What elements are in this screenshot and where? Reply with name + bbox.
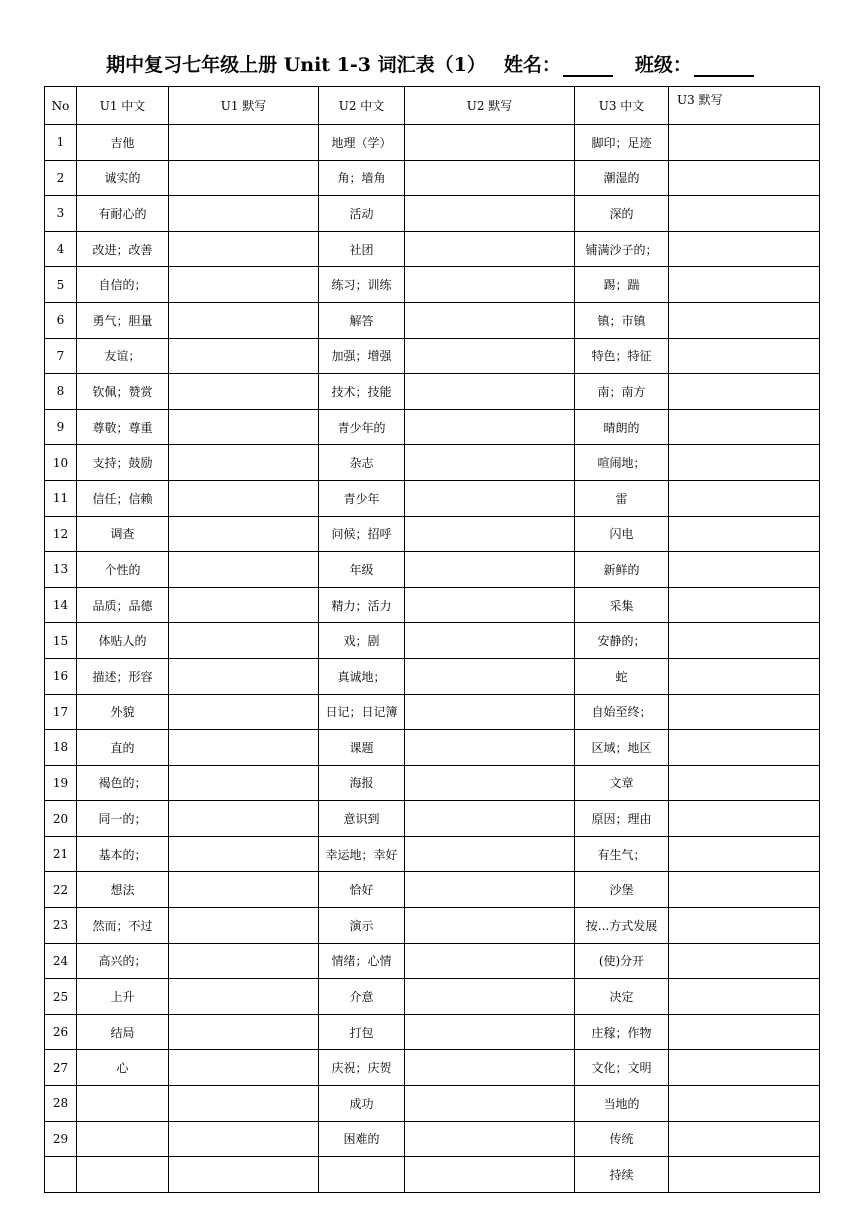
name-label: 姓名： [503,54,561,76]
cell-u1-chinese: 描述；形容 [77,658,169,694]
cell-u2-dictation[interactable] [405,338,575,374]
cell-u3-dictation[interactable] [669,979,820,1015]
cell-u2-dictation[interactable] [405,836,575,872]
cell-u1-chinese: 钦佩；赞赏 [77,374,169,410]
cell-u3-chinese: 传统 [575,1121,669,1157]
cell-u1-dictation[interactable] [169,836,319,872]
cell-no: 7 [45,338,77,374]
cell-u2-chinese: 恰好 [319,872,405,908]
cell-u2-dictation[interactable] [405,231,575,267]
cell-u2-dictation[interactable] [405,409,575,445]
header-u1-chinese: U1 中文 [77,87,169,125]
cell-no: 29 [45,1121,77,1157]
cell-u3-chinese: 铺满沙子的； [575,231,669,267]
class-blank [694,57,754,77]
cell-u2-chinese: 问候；招呼 [319,516,405,552]
table-row [45,267,820,303]
table-row [45,1050,820,1086]
cell-no: 1 [45,125,77,161]
cell-u2-dictation[interactable] [405,658,575,694]
cell-u3-dictation[interactable] [669,160,820,196]
cell-u2-chinese: 庆祝；庆贺 [319,1050,405,1086]
cell-u3-dictation[interactable] [669,658,820,694]
cell-u3-dictation[interactable] [669,552,820,588]
cell-no: 6 [45,302,77,338]
cell-u3-dictation[interactable] [669,196,820,232]
cell-u2-dictation[interactable] [405,1121,575,1157]
cell-u1-chinese: 诚实的 [77,160,169,196]
cell-u3-dictation[interactable] [669,409,820,445]
cell-u1-dictation[interactable] [169,1014,319,1050]
cell-u2-chinese: 社团 [319,231,405,267]
cell-u1-dictation[interactable] [169,801,319,837]
table-row [45,409,820,445]
cell-u2-dictation[interactable] [405,765,575,801]
cell-u1-dictation[interactable] [169,730,319,766]
cell-u3-chinese: 文章 [575,765,669,801]
cell-u1-chinese: 心 [77,1050,169,1086]
cell-u3-dictation[interactable] [669,801,820,837]
cell-u2-chinese: 年级 [319,552,405,588]
cell-u2-chinese: 意识到 [319,801,405,837]
table-row [45,694,820,730]
header-u1-dictation: U1 默写 [169,87,319,125]
cell-u3-chinese: 采集 [575,587,669,623]
table-row [45,516,820,552]
cell-no: 15 [45,623,77,659]
cell-u3-dictation[interactable] [669,302,820,338]
cell-u1-dictation[interactable] [169,516,319,552]
table-row [45,623,820,659]
cell-u3-chinese: 雷 [575,480,669,516]
cell-u1-dictation[interactable] [169,943,319,979]
cell-u2-dictation[interactable] [405,730,575,766]
cell-u1-chinese: 基本的； [77,836,169,872]
cell-u1-chinese: 有耐心的 [77,196,169,232]
cell-u2-dictation[interactable] [405,979,575,1015]
cell-u3-chinese: 踢；踹 [575,267,669,303]
cell-u3-dictation[interactable] [669,908,820,944]
table-row [45,908,820,944]
cell-no: 12 [45,516,77,552]
cell-u3-dictation[interactable] [669,516,820,552]
cell-u1-dictation[interactable] [169,908,319,944]
table-row [45,872,820,908]
cell-u3-chinese: 特色；特征 [575,338,669,374]
cell-u2-chinese [319,1157,405,1193]
cell-u2-dictation[interactable] [405,694,575,730]
cell-u2-dictation[interactable] [405,445,575,481]
cell-u2-chinese: 青少年 [319,480,405,516]
cell-u1-chinese: 个性的 [77,552,169,588]
cell-u3-chinese: 原因；理由 [575,801,669,837]
cell-u3-chinese: 闪电 [575,516,669,552]
cell-u2-chinese: 情绪；心情 [319,943,405,979]
cell-no [45,1157,77,1193]
cell-u3-dictation[interactable] [669,1014,820,1050]
table-row [45,480,820,516]
cell-no: 18 [45,730,77,766]
cell-u2-dictation[interactable] [405,480,575,516]
table-row [45,196,820,232]
cell-u1-dictation[interactable] [169,587,319,623]
cell-no: 4 [45,231,77,267]
table-row [45,445,820,481]
table-row [45,836,820,872]
cell-u3-chinese: 当地的 [575,1086,669,1122]
cell-u2-dictation[interactable] [405,1014,575,1050]
table-row [45,231,820,267]
cell-u1-dictation[interactable] [169,302,319,338]
cell-no: 25 [45,979,77,1015]
cell-u2-chinese: 精力；活力 [319,587,405,623]
page-title-row [0,50,860,77]
cell-u1-dictation[interactable] [169,231,319,267]
cell-u1-dictation[interactable] [169,409,319,445]
cell-u2-chinese: 成功 [319,1086,405,1122]
cell-u1-chinese: 吉他 [77,125,169,161]
cell-u2-dictation[interactable] [405,516,575,552]
cell-u1-chinese: 勇气；胆量 [77,302,169,338]
cell-u1-chinese: 尊敬；尊重 [77,409,169,445]
cell-u3-chinese: 潮湿的 [575,160,669,196]
cell-no: 21 [45,836,77,872]
cell-u2-chinese: 活动 [319,196,405,232]
cell-u2-dictation[interactable] [405,374,575,410]
cell-u2-dictation[interactable] [405,1086,575,1122]
table-row [45,730,820,766]
cell-u1-chinese: 调查 [77,516,169,552]
cell-u3-chinese: 镇；市镇 [575,302,669,338]
cell-u2-dictation[interactable] [405,125,575,161]
cell-u1-dictation[interactable] [169,445,319,481]
cell-u1-dictation[interactable] [169,1121,319,1157]
cell-u3-chinese: 脚印；足迹 [575,125,669,161]
cell-u2-chinese: 地理（学） [319,125,405,161]
cell-u2-dictation[interactable] [405,943,575,979]
cell-u1-dictation[interactable] [169,979,319,1015]
cell-u3-dictation[interactable] [669,445,820,481]
header-u2-chinese: U2 中文 [319,87,405,125]
table-row [45,302,820,338]
cell-u1-dictation[interactable] [169,872,319,908]
table-row [45,1157,820,1193]
cell-u1-chinese: 高兴的； [77,943,169,979]
table-row [45,1086,820,1122]
cell-u1-chinese: 支持；鼓励 [77,445,169,481]
cell-no: 5 [45,267,77,303]
cell-u1-chinese: 褐色的； [77,765,169,801]
cell-no: 9 [45,409,77,445]
cell-u3-dictation[interactable] [669,623,820,659]
cell-u3-dictation[interactable] [669,267,820,303]
cell-no: 3 [45,196,77,232]
cell-u3-chinese: 庄稼；作物 [575,1014,669,1050]
cell-u2-dictation[interactable] [405,302,575,338]
cell-u3-chinese: 按...方式发展 [575,908,669,944]
cell-u2-chinese: 真诚地； [319,658,405,694]
cell-u1-chinese: 友谊； [77,338,169,374]
cell-u1-dictation[interactable] [169,374,319,410]
cell-u3-dictation[interactable] [669,730,820,766]
cell-u2-chinese: 角；墙角 [319,160,405,196]
cell-u2-dictation[interactable] [405,160,575,196]
cell-u3-chinese: 安静的； [575,623,669,659]
cell-u1-dictation[interactable] [169,480,319,516]
cell-u2-chinese: 青少年的 [319,409,405,445]
cell-u1-chinese: 自信的； [77,267,169,303]
table-row [45,587,820,623]
cell-no: 13 [45,552,77,588]
table-body [45,125,820,1193]
cell-u3-dictation[interactable] [669,836,820,872]
class-label: 班级： [634,54,692,76]
cell-u2-dictation[interactable] [405,908,575,944]
table-row [45,338,820,374]
cell-u3-dictation[interactable] [669,1050,820,1086]
cell-no: 28 [45,1086,77,1122]
cell-u1-dictation[interactable] [169,1086,319,1122]
cell-u3-chinese: 喧闹地； [575,445,669,481]
cell-u2-chinese: 杂志 [319,445,405,481]
cell-u1-chinese: 直的 [77,730,169,766]
table-row [45,1014,820,1050]
cell-u2-chinese: 演示 [319,908,405,944]
cell-no: 20 [45,801,77,837]
table-row [45,943,820,979]
cell-u2-dictation[interactable] [405,267,575,303]
cell-u1-chinese [77,1157,169,1193]
cell-u3-dictation[interactable] [669,1086,820,1122]
cell-u2-dictation[interactable] [405,872,575,908]
cell-u3-chinese: 南；南方 [575,374,669,410]
cell-u3-dictation[interactable] [669,694,820,730]
cell-no: 23 [45,908,77,944]
cell-u1-dictation[interactable] [169,196,319,232]
cell-u2-chinese: 困难的 [319,1121,405,1157]
cell-u3-chinese: 文化；文明 [575,1050,669,1086]
cell-u3-dictation[interactable] [669,231,820,267]
cell-u1-dictation[interactable] [169,338,319,374]
cell-u3-chinese: 决定 [575,979,669,1015]
cell-no: 10 [45,445,77,481]
cell-no: 17 [45,694,77,730]
table-row [45,1121,820,1157]
name-blank [563,57,613,77]
cell-u2-chinese: 日记；日记簿 [319,694,405,730]
cell-no: 14 [45,587,77,623]
cell-u3-dictation[interactable] [669,1157,820,1193]
cell-u3-dictation[interactable] [669,943,820,979]
table-row [45,552,820,588]
table-row [45,979,820,1015]
cell-no: 22 [45,872,77,908]
cell-u1-chinese: 结局 [77,1014,169,1050]
cell-u1-dictation[interactable] [169,1157,319,1193]
cell-u1-dictation[interactable] [169,623,319,659]
cell-u3-chinese: 持续 [575,1157,669,1193]
cell-u1-chinese: 改进；改善 [77,231,169,267]
cell-no: 24 [45,943,77,979]
table-row [45,765,820,801]
cell-u1-dictation[interactable] [169,1050,319,1086]
cell-u3-dictation[interactable] [669,480,820,516]
table-header-row [45,87,820,125]
cell-u1-chinese [77,1121,169,1157]
table-row [45,125,820,161]
cell-u3-chinese: 晴朗的 [575,409,669,445]
cell-u1-chinese: 品质；品德 [77,587,169,623]
cell-u1-dictation[interactable] [169,267,319,303]
cell-u3-dictation[interactable] [669,125,820,161]
cell-u2-chinese: 打包 [319,1014,405,1050]
cell-no: 11 [45,480,77,516]
cell-u2-dictation[interactable] [405,587,575,623]
cell-u1-dictation[interactable] [169,765,319,801]
cell-no: 16 [45,658,77,694]
cell-u2-dictation[interactable] [405,552,575,588]
cell-u3-dictation[interactable] [669,338,820,374]
cell-u3-chinese: 有生气； [575,836,669,872]
cell-u2-chinese: 课题 [319,730,405,766]
table-row [45,801,820,837]
cell-u1-chinese: 然而；不过 [77,908,169,944]
cell-u1-chinese: 上升 [77,979,169,1015]
cell-u2-chinese: 技术；技能 [319,374,405,410]
cell-u2-chinese: 介意 [319,979,405,1015]
cell-u3-chinese: 自始至终； [575,694,669,730]
cell-u2-chinese: 解答 [319,302,405,338]
cell-no: 2 [45,160,77,196]
cell-u2-chinese: 海报 [319,765,405,801]
cell-u2-chinese: 练习；训练 [319,267,405,303]
cell-no: 26 [45,1014,77,1050]
cell-u2-dictation[interactable] [405,1050,575,1086]
vocabulary-table [44,86,820,1193]
cell-u3-chinese: 新鲜的 [575,552,669,588]
cell-u2-dictation[interactable] [405,623,575,659]
cell-u1-chinese: 信任；信赖 [77,480,169,516]
cell-u3-chinese: 蛇 [575,658,669,694]
table-row [45,160,820,196]
cell-u1-chinese: 体贴人的 [77,623,169,659]
cell-u3-dictation[interactable] [669,1121,820,1157]
cell-u3-dictation[interactable] [669,587,820,623]
cell-u1-dictation[interactable] [169,125,319,161]
table-row [45,658,820,694]
cell-no: 19 [45,765,77,801]
cell-u1-chinese: 想法 [77,872,169,908]
cell-u1-dictation[interactable] [169,552,319,588]
cell-u3-chinese: (使)分开 [575,943,669,979]
cell-u3-chinese: 沙堡 [575,872,669,908]
header-u3-chinese: U3 中文 [575,87,669,125]
cell-u1-dictation[interactable] [169,694,319,730]
header-u2-dictation: U2 默写 [405,87,575,125]
cell-u3-chinese: 区域；地区 [575,730,669,766]
cell-u3-dictation[interactable] [669,765,820,801]
cell-u3-dictation[interactable] [669,374,820,410]
cell-u2-chinese: 加强；增强 [319,338,405,374]
cell-u2-dictation[interactable] [405,196,575,232]
cell-u2-chinese: 戏；剧 [319,623,405,659]
cell-u3-chinese: 深的 [575,196,669,232]
cell-u2-chinese: 幸运地；幸好 [319,836,405,872]
cell-u2-dictation[interactable] [405,801,575,837]
cell-no: 8 [45,374,77,410]
cell-no: 27 [45,1050,77,1086]
page-title: 期中复习七年级上册 Unit 1-3 词汇表（1） [106,54,486,76]
cell-u3-dictation[interactable] [669,872,820,908]
header-no: No [45,87,77,125]
cell-u1-chinese: 同一的； [77,801,169,837]
cell-u1-dictation[interactable] [169,160,319,196]
cell-u1-dictation[interactable] [169,658,319,694]
header-u3-dictation: U3 默写 [669,87,820,125]
table-row [45,374,820,410]
cell-u1-chinese [77,1086,169,1122]
cell-u1-chinese: 外貌 [77,694,169,730]
cell-u2-dictation[interactable] [405,1157,575,1193]
